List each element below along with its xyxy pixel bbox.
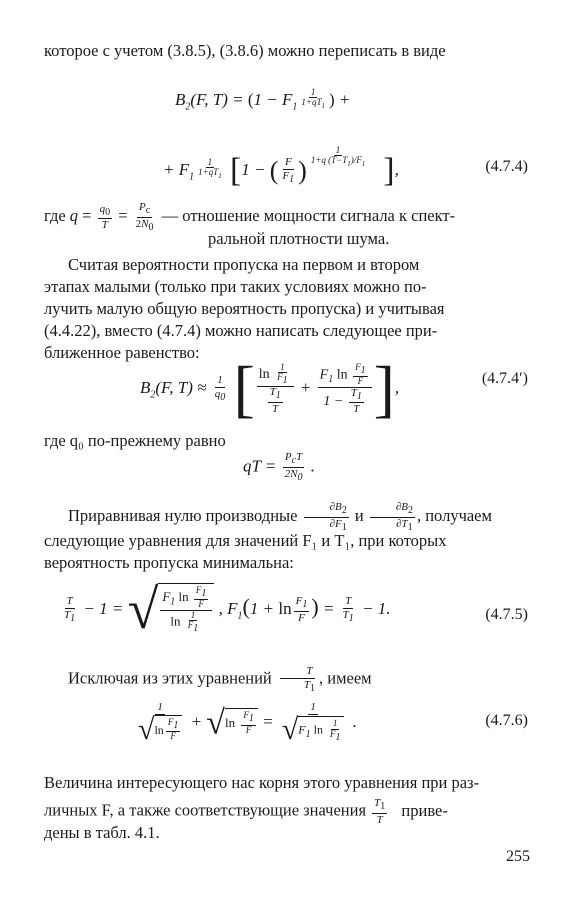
para2-line1-end: , получаем [416, 506, 492, 526]
where-q-text: — отношение мощности сигнала к спект- [161, 206, 456, 226]
equation-qT: qT = $\frac{P_cT}{2N_0}$ . [243, 451, 315, 483]
intro-line: которое с учетом (3.8.5), (3.8.6) можно переписать в виде [44, 41, 446, 60]
para1-line2: этапах малыми (только при таких условиях можно по- [44, 277, 427, 296]
para3-line3: дены в табл. 4.1. [44, 823, 160, 842]
where-q0-line: где q₀ по-прежнему равно [44, 431, 226, 450]
para1-line5: ближенное равенство: [44, 343, 200, 362]
where-q-line1: где q = $\frac{q_0}{T}$ = $\frac{P_c}{2N_0}$ — отношение мощности сигнала к спект- [44, 201, 456, 233]
page-number: 255 [506, 848, 530, 865]
equation-4-7-4-line2: + $F_1$ $^{\frac{1}{1+qT_1}}$ [1 − ( $\frac{F}{F_1}$ ) $^{\frac{1}{1+q (T-T_1)/F_1}}$ ], [163, 145, 399, 190]
para1-line4: (4.4.22), вместо (4.7.4) можно написать следующее при- [44, 321, 438, 340]
exclusion-line: Исключая из этих уравнений $\frac{T}{T_1}$ , имеем [68, 665, 372, 694]
exclusion-text-a: Исключая из этих уравнений [68, 668, 272, 688]
para1-line3: лучить малую общую вероятность пропуска) и учитывая [44, 299, 445, 318]
equation-4-7-4-line1: $B_2(F$, $T) = (1 - F_1$ $^{\frac{1}{1+qT_1}}$ ) + [175, 87, 351, 113]
para2-and-word: и [354, 506, 364, 526]
para2-line1-text: Приравнивая нулю производные [68, 506, 298, 526]
para3-line2-end: приве- [401, 800, 448, 820]
para2-line2: следующие уравнения для значений F₁ и T₁, при которых [44, 531, 447, 550]
equation-4-7-6: 1 √ln $\frac{F_1}{F}$ + √ln $\frac{F_1}{F}$ = 1 $√F_1$ ln $\frac{1}{F_1}$ . [138, 701, 357, 746]
equation-4-7-4-prime: $B_2(F$, T) ≈ $\frac{1}{q_0}$ [ ln $\frac{1}{F_1}$ $\frac{T_1}{T}$ + $F_1$ ln $\frac{F_1}{F}$ 1 − $\frac{T_1}{T}$ ], [140, 353, 400, 424]
equation-number-4-7-4-prime: (4.7.4′) [481, 370, 528, 387]
para2-line1: Приравнивая нулю производные $\frac{\partial B_2}{\partial F_1}$ и $\frac{\partial B_2}{\partial T_1}$ , получаем [68, 501, 492, 533]
para2-line3: вероятность пропуска минимальна: [44, 553, 294, 572]
where-word: где [44, 206, 66, 226]
equation-number-4-7-6: (4.7.6) [485, 712, 528, 729]
equation-number-4-7-5: (4.7.5) [485, 606, 528, 623]
equation-4-7-5: $\frac{T}{T_1}$ − 1 = √ $F_1$ ln $\frac{F_1}{F}$ ln $\frac{1}{F_1}$ , $F_1(1 + \ln$ $\frac{F_1}{F}$ ) = $\frac{T}{T_1}$ − 1. [64, 579, 391, 641]
para1-line1: Считая вероятности пропуска на первом и втором [68, 255, 420, 274]
para3-line1: Величина интересующего нас корня этого уравнения при раз- [44, 773, 480, 792]
equation-number-4-7-4: (4.7.4) [485, 158, 528, 175]
para3-line2-text: личных F, а также соответствующие значения [44, 800, 367, 820]
exclusion-text-b: , имеем [319, 668, 372, 688]
where-q-line2: ральной плотности шума. [208, 229, 390, 248]
para3-line2: личных F, а также соответствующие значения $\frac{T_1}{T}$ приве- [44, 797, 448, 826]
